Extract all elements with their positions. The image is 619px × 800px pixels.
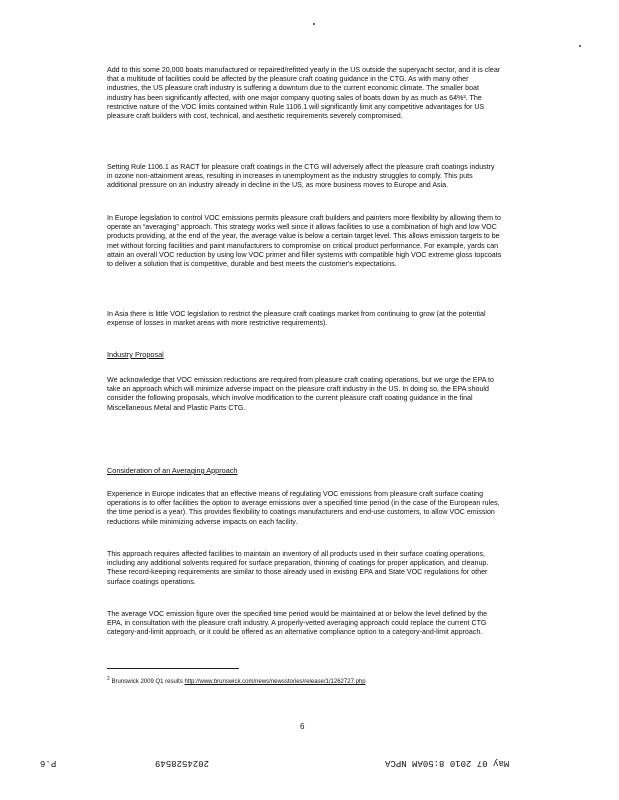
paragraph-text: In Asia there is little VOC legislation to restrict the pleasure craft coatings market from continuing to grow (at the potential expense of losses in market areas with more restrictive requirements). xyxy=(107,310,486,328)
footnote-text: Brunswick 2009 Q1 results xyxy=(109,679,185,685)
footnote-link[interactable]: http://www.brunswick.com/news/newsstories/release/1/1262727.php xyxy=(184,679,366,685)
body-paragraph-5 xyxy=(107,376,502,413)
body-paragraph-1 xyxy=(107,66,502,121)
footnote-marker: 2 xyxy=(107,676,110,682)
body-paragraph-3 xyxy=(107,214,502,269)
scan-speck xyxy=(579,45,581,47)
paragraph-text: We acknowledge that VOC emission reductions are required from pleasure craft coating operations, but we urge the EPA to take an approach which will minimize adverse impact on the pleasure craft industry in the US. In doing so, the EPA should consider the following proposals, which involve modification to the current pleasure craft coating guidance in the final Miscellaneous Metal and Plastic Parts CTG. xyxy=(107,376,494,412)
section-heading-industry-proposal xyxy=(107,350,502,359)
paragraph-text: Experience in Europe indicates that an effective means of regulating VOC emissions from pleasure craft surface coating operations is to offer facilities the option to average emissions over a specified time period (in the case of the European rules, the time period is a year). This provides flexibility to coatings manufacturers and end-use customers, to allow VOC emission reductions while minimizing adverse impacts on each facility. xyxy=(107,490,500,526)
body-paragraph-2 xyxy=(107,163,502,191)
scan-speck xyxy=(313,23,315,25)
paragraph-text: The average VOC emission figure over the specified time period would be maintained at or below the level defined by the EPA, in consultation with the pleasure craft industry. A properly-vetted averaging approach could replace the current CTG category-and-limit approach, or it could be offered as an alternative compliance option to a category-and-limit approach. xyxy=(107,610,488,637)
paragraph-text: This approach requires affected facilities to maintain an inventory of all products used in their surface coating operations, including any additional solvents required for surface preparation, thinning of coatings for proper application, and cleanup. These record-keeping requirements are similar to those already used in existing EPA and State VOC regulations for other surface coatings operations. xyxy=(107,550,489,586)
section-heading-averaging-approach xyxy=(107,466,502,475)
body-paragraph-7 xyxy=(107,550,502,587)
body-paragraph-4 xyxy=(107,310,502,328)
paragraph-text: Setting Rule 1106.1 as RACT for pleasure craft coatings in the CTG will adversely affect the pleasure craft coatings industry in ozone non-attainment areas, resulting in increases in unemployment as the industry struggles to comply. This puts additional pressure on an industry already in decline in the US, as more business moves to Europe and Asia. xyxy=(107,163,495,190)
footnote-divider xyxy=(107,668,239,669)
fax-header-page: P.6 xyxy=(40,758,57,768)
heading-text: Industry Proposal xyxy=(107,350,164,359)
body-paragraph-8 xyxy=(107,610,502,638)
heading-text: Consideration of an Averaging Approach xyxy=(107,466,238,475)
footnote xyxy=(107,675,527,686)
paragraph-text: In Europe legislation to control VOC emissions permits pleasure craft builders and painters more flexibility by allowing them to operate an “averaging” approach. This strategy works well since it allows facilities to use a combination of high and low VOC products providing, at the end of the year, the average value is below a certain target level. This allows emission targets to be met without forcing facilities and paint manufacturers to compromise on critical product performance. For example, yards can attain an overall VOC reduction by using low VOC primer and filler systems with compatible high VOC extreme gloss topcoats to deliver a solution that is competitive, durable and best meets the customer's expectations. xyxy=(107,214,502,269)
body-paragraph-6 xyxy=(107,490,502,527)
page-number: 6 xyxy=(300,722,305,731)
fax-header-date: May 07 2010 8:50AM NPCA xyxy=(385,758,510,768)
fax-header-number: 2024528549 xyxy=(155,758,210,768)
paragraph-text: Add to this some 20,000 boats manufactured or repaired/refitted yearly in the US outside the superyacht sector, and it is clear that a multitude of facilities could be affected by the pleasure craft coating guidance in the CTG. As with many other industries, the US pleasure craft industry is suffering a downturn due to the current economic climate. The smaller boat industry has been significantly affected, with one major company quoting sales of boats down by as much as 64%². The restrictive nature of the VOC limits contained within Rule 1106.1 will significantly limit any competitive advantages for US pleasure craft builders with cost, technical, and aesthetic requirements severely compromised. xyxy=(107,66,501,121)
